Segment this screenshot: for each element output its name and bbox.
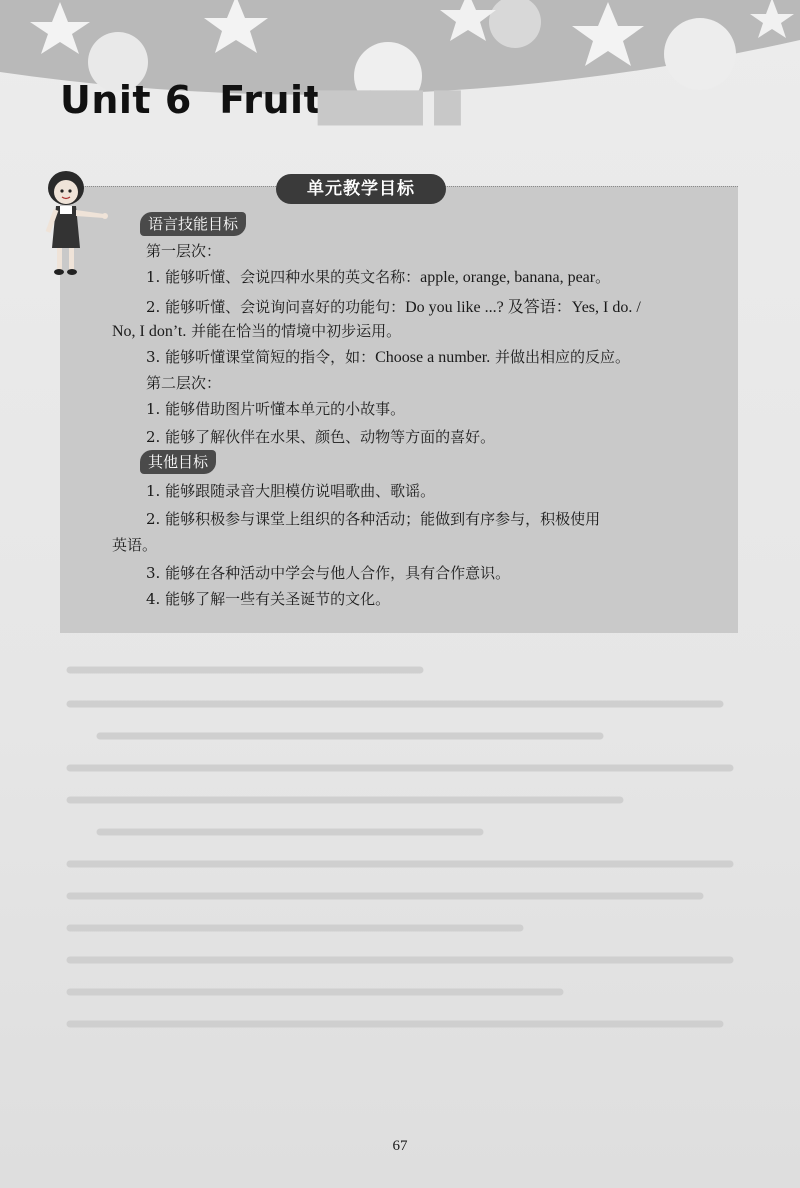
level1-item3-english: Choose a number. [375, 349, 491, 366]
other-item1: 1. 能够跟随录音大胆模仿说唱歌曲、歌谣。 [146, 482, 436, 500]
cartoon-girl-illustration [42, 168, 112, 280]
level1-item1-words: apple, orange, banana, pear [420, 269, 596, 286]
level1-item2-continued [112, 320, 401, 341]
level1-item1 [146, 266, 610, 287]
bleed-through-heading: ▇▇▇▇ ▇ [318, 86, 461, 126]
bleed-through-texture [0, 640, 800, 1060]
level1-item1-end: 。 [595, 268, 611, 286]
level1-item2-cont-text: 并能在恰当的情境中初步运用。 [186, 322, 402, 340]
other-item3: 3. 能够在各种活动中学会与他人合作，具有合作意识。 [146, 564, 511, 582]
language-skills-tag: 语言技能目标 [140, 212, 246, 236]
level1-item3-end: 并做出相应的反应。 [490, 348, 630, 366]
level1-heading: 第一层次： [146, 242, 222, 260]
page-number: 67 [392, 1138, 408, 1154]
level1-item3 [146, 346, 630, 367]
level1-item2-text: 2. 能够听懂、会说询问喜好的功能句： [146, 298, 406, 316]
level2-item1: 1. 能够借助图片听懂本单元的小故事。 [146, 400, 406, 418]
other-item2-continued: 英语。 [112, 536, 158, 554]
objectives-box-title: 单元教学目标 [276, 174, 446, 204]
level1-item2 [146, 294, 641, 317]
other-item4: 4. 能够了解一些有关圣诞节的文化。 [146, 590, 391, 608]
level2-item2: 2. 能够了解伙伴在水果、颜色、动物等方面的喜好。 [146, 428, 496, 446]
other-item2: 2. 能够积极参与课堂上组织的各种活动；能做到有序参与，积极使用 [146, 510, 601, 528]
other-objectives-tag: 其他目标 [140, 450, 216, 474]
level1-item1-text: 1. 能够听懂、会说四种水果的英文名称： [146, 268, 421, 286]
level1-item2-cont-english: No, I don’t. [112, 323, 187, 340]
level1-item2-english: Do you like ...? 及答语：Yes, I do. / [405, 299, 641, 316]
level1-item3-text: 3. 能够听懂课堂简短的指令，如： [146, 348, 376, 366]
level2-heading: 第二层次： [146, 374, 222, 392]
unit-title: Unit 6 Fruit [60, 78, 323, 122]
